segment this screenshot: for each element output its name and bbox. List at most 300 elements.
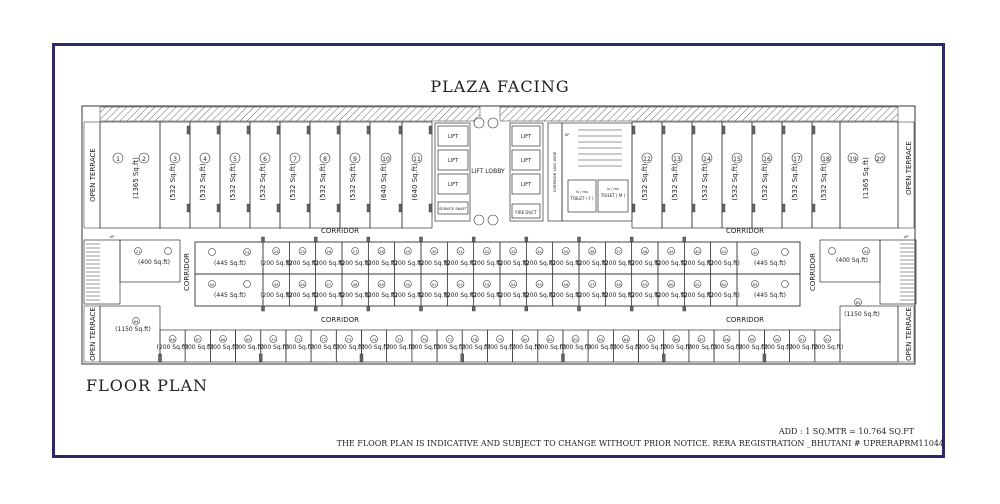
column <box>429 204 432 212</box>
lift-label: LIFT <box>447 158 459 164</box>
unit-area: (200 Sq.ft) <box>257 344 290 351</box>
unit-number: 87 <box>699 338 704 342</box>
column <box>752 204 755 212</box>
column <box>632 204 635 212</box>
unit-area: (200 Sq.ft) <box>628 260 661 267</box>
unit-number: 66 <box>170 338 175 342</box>
column <box>472 306 475 311</box>
unit-number: 72 <box>321 338 326 342</box>
column <box>683 237 686 242</box>
unit-small-room <box>289 274 315 306</box>
unit-area: (1150 Sq.ft) <box>844 311 880 318</box>
unit-area: (200 Sq.ft) <box>260 260 293 267</box>
unit-area: (200 Sq.ft) <box>312 292 345 299</box>
unit-number: 11 <box>413 156 421 163</box>
unit-number: 12 <box>643 156 651 163</box>
unit-small-room <box>711 242 737 274</box>
unit-area: (640 Sq.ft) <box>380 163 388 201</box>
unit-area: (200 Sq.ft) <box>339 292 372 299</box>
column <box>314 306 317 311</box>
unit-number: 65 <box>855 301 861 305</box>
unit-number: 91 <box>799 338 805 342</box>
unit-area: (532 Sq.ft) <box>229 163 237 201</box>
unit-small-room <box>632 274 658 306</box>
unit-number: 21 <box>135 250 141 254</box>
unit-small-room <box>316 274 342 306</box>
column <box>367 237 370 242</box>
unit-area: (200 Sq.ft) <box>312 260 345 267</box>
unit-area: (200 Sq.ft) <box>549 292 582 299</box>
column <box>217 204 220 212</box>
unit-number: 6 <box>263 156 267 163</box>
unit-number: 36 <box>589 250 595 254</box>
column <box>722 204 725 212</box>
unit-number-badge <box>165 248 172 255</box>
unit-number: 89 <box>749 338 755 342</box>
unit-area: (200 Sq.ft) <box>286 292 319 299</box>
unit-area: (445 Sq.ft) <box>214 260 246 267</box>
unit-number: 47 <box>326 283 332 287</box>
unit-small-room <box>421 242 447 274</box>
unit-number: 58 <box>616 283 621 287</box>
unit-area: (200 Sq.ft) <box>484 344 516 351</box>
unit-area: (532 Sq.ft) <box>820 163 828 201</box>
column <box>277 204 280 212</box>
unit-area: (532 Sq.ft) <box>289 163 297 201</box>
unit-number: 75 <box>396 338 402 342</box>
unit-small-room <box>368 242 394 274</box>
unit-number-badge <box>782 281 789 288</box>
unit-number: 84 <box>623 338 629 342</box>
unit-number: 8 <box>323 156 327 163</box>
unit-number: 79 <box>497 338 503 342</box>
unit-number: 62 <box>721 283 727 287</box>
unit-small-room <box>579 242 605 274</box>
unit-number: 44 <box>209 283 215 287</box>
unit-area: (200 Sq.ft) <box>339 260 372 267</box>
unit-small-room <box>395 242 421 274</box>
unit-area: (200 Sq.ft) <box>681 260 714 267</box>
unit-big-room <box>195 274 263 306</box>
unit-number: 25 <box>300 250 305 254</box>
unit-area: (200 Sq.ft) <box>707 292 740 299</box>
unit-number: 81 <box>548 338 553 342</box>
unit-number: 30 <box>431 250 437 254</box>
unit-area: (200 Sq.ft) <box>735 344 768 351</box>
unit-small-room <box>368 274 394 306</box>
unit-area: (1365 Sq.ft) <box>132 157 140 199</box>
unit-area: (200 Sq.ft) <box>418 260 451 267</box>
column <box>262 237 265 242</box>
unit-number: 2 <box>142 156 146 163</box>
unit-area: (640 Sq.ft) <box>411 163 419 201</box>
unit-area: (200 Sq.ft) <box>523 260 556 267</box>
unit-area: (200 Sq.ft) <box>660 344 693 351</box>
unit-number-badge <box>829 248 836 255</box>
unit-area: (200 Sq.ft) <box>282 344 315 351</box>
unit-number: 50 <box>405 283 411 287</box>
column <box>630 306 633 311</box>
unit-area: (200 Sq.ft) <box>497 292 530 299</box>
unit-number: 23 <box>244 251 250 255</box>
unit-number: 92 <box>825 338 830 342</box>
unit-small-room <box>289 242 315 274</box>
floor-plan-label: FLOOR PLAN <box>86 376 209 395</box>
unit-number: 73 <box>346 338 352 342</box>
unit-number: 31 <box>458 250 463 254</box>
duct-circle <box>474 215 484 225</box>
open-terrace-label: OPEN TERRACE <box>905 141 913 195</box>
unit-number: 88 <box>724 338 729 342</box>
unit-area: (200 Sq.ft) <box>365 260 398 267</box>
unit-area: (400 Sq.ft) <box>836 257 868 264</box>
unit-small-room <box>579 274 605 306</box>
unit-area: (532 Sq.ft) <box>169 163 177 201</box>
unit-small-room <box>711 274 737 306</box>
unit-area: (200 Sq.ft) <box>534 344 567 351</box>
unit-number-badge <box>782 249 789 256</box>
unit-number: 56 <box>563 283 569 287</box>
column <box>247 126 250 134</box>
unit-number-badge <box>209 249 216 256</box>
unit-number: 19 <box>849 156 857 163</box>
column <box>782 204 785 212</box>
unit-number: 38 <box>642 250 648 254</box>
unit-number: 43 <box>863 250 869 254</box>
unit-area: (200 Sq.ft) <box>497 260 530 267</box>
column <box>578 306 581 311</box>
unit-number: 45 <box>273 283 279 287</box>
unit-number: 26 <box>326 250 332 254</box>
unit-number: 57 <box>589 283 595 287</box>
column <box>367 306 370 311</box>
unit-number: 33 <box>510 250 516 254</box>
column <box>683 306 686 311</box>
unit-number: 14 <box>703 156 711 163</box>
unit-small-room <box>474 274 500 306</box>
lift-label: LIFT <box>447 182 459 188</box>
unit-area: (200 Sq.ft) <box>391 292 424 299</box>
fire-duct-label: FIRE DUCT <box>515 210 537 215</box>
column <box>217 126 220 134</box>
column <box>367 126 370 134</box>
unit-area: (200 Sq.ft) <box>332 344 365 351</box>
conversion-note: ADD : 1 SQ.MTR = 10.764 SQ.FT <box>778 427 914 436</box>
open-terrace-label: OPEN TERRACE <box>89 148 97 202</box>
unit-area: (200 Sq.ft) <box>383 344 416 351</box>
unit-small-room <box>500 242 526 274</box>
stair-up-label: UP <box>564 133 570 137</box>
unit-area: (200 Sq.ft) <box>655 292 688 299</box>
unit-number: 1 <box>116 156 120 163</box>
unit-number: 24 <box>273 250 279 254</box>
open-terrace-label: OPEN TERRACE <box>89 307 97 361</box>
toilet-sub-label: ls / ms <box>576 190 588 194</box>
unit-area: (532 Sq.ft) <box>761 163 769 201</box>
unit-number: 7 <box>293 156 297 163</box>
unit-area: (200 Sq.ft) <box>707 260 740 267</box>
unit-area: (532 Sq.ft) <box>259 163 267 201</box>
column <box>337 204 340 212</box>
unit-number: 20 <box>876 156 884 163</box>
unit-bottom-corner-room <box>100 306 160 362</box>
unit-area: (200 Sq.ft) <box>206 344 239 351</box>
unit-small-room <box>605 274 631 306</box>
column <box>399 126 402 134</box>
unit-area: (200 Sq.ft) <box>761 344 794 351</box>
column <box>247 204 250 212</box>
unit-area: (532 Sq.ft) <box>199 163 207 201</box>
unit-number: 37 <box>616 250 621 254</box>
unit-area: (200 Sq.ft) <box>156 344 189 351</box>
unit-area: (532 Sq.ft) <box>641 163 649 201</box>
unit-small-room <box>684 242 710 274</box>
column <box>399 204 402 212</box>
lift-lobby-label: LIFT LOBBY <box>471 168 505 175</box>
unit-area: (532 Sq.ft) <box>731 163 739 201</box>
unit-number: 74 <box>371 338 377 342</box>
column <box>367 204 370 212</box>
column <box>662 204 665 212</box>
disclaimer-note: THE FLOOR PLAN IS INDICATIVE AND SUBJECT TO CHANGE WITHOUT PRIOR NOTICE. RERA REGISTRATION _BHUTANI # UPRERAPRM11044 <box>336 439 944 448</box>
unit-small-room <box>342 274 368 306</box>
column <box>578 237 581 242</box>
unit-small-room <box>605 242 631 274</box>
column <box>525 237 528 242</box>
unit-area: (532 Sq.ft) <box>671 163 679 201</box>
unit-area: (200 Sq.ft) <box>408 344 441 351</box>
unit-area: (200 Sq.ft) <box>260 292 293 299</box>
unit-number: 86 <box>674 338 679 342</box>
column <box>763 354 766 362</box>
unit-number: 53 <box>484 283 490 287</box>
unit-number: 90 <box>774 338 780 342</box>
stair-up-label: UP <box>109 235 115 239</box>
unit-number: 40 <box>695 250 700 254</box>
unit-big-room <box>737 242 800 274</box>
lift-label: LIFT <box>520 182 532 188</box>
unit-number: 3 <box>173 156 177 163</box>
unit-area: (200 Sq.ft) <box>576 292 609 299</box>
duct-circle <box>474 118 484 128</box>
unit-number: 49 <box>379 283 384 287</box>
column <box>307 204 310 212</box>
column <box>337 126 340 134</box>
unit-number: 42 <box>752 251 758 255</box>
unit-number: 71 <box>296 338 301 342</box>
column <box>692 126 695 134</box>
unit-area: (200 Sq.ft) <box>470 260 503 267</box>
unit-number: 13 <box>673 156 681 163</box>
lift-label: LIFT <box>520 158 532 164</box>
column <box>782 126 785 134</box>
unit-area: (200 Sq.ft) <box>444 292 477 299</box>
unit-area: (200 Sq.ft) <box>232 344 265 351</box>
page-title: PLAZA FACING <box>430 77 570 96</box>
unit-small-room <box>526 274 552 306</box>
corridor-label: CORRIDOR <box>321 227 359 235</box>
unit-area: (200 Sq.ft) <box>685 344 718 351</box>
unit-small-room <box>684 274 710 306</box>
unit-number: 35 <box>563 250 569 254</box>
toilet-block <box>562 123 632 221</box>
unit-1-2-room <box>100 122 160 228</box>
column <box>812 204 815 212</box>
unit-number: 77 <box>447 338 452 342</box>
unit-area: (200 Sq.ft) <box>358 344 391 351</box>
toilet-m-label: TOILET ( M ) <box>600 193 626 198</box>
unit-area: (200 Sq.ft) <box>307 344 340 351</box>
column <box>461 354 464 362</box>
unit-number: 51 <box>431 283 437 287</box>
unit-area: (200 Sq.ft) <box>602 260 635 267</box>
unit-number: 9 <box>353 156 357 163</box>
unit-number: 29 <box>405 250 411 254</box>
toilet-sub-label: ls / ms <box>607 187 619 191</box>
column <box>360 354 363 362</box>
unit-big-room <box>737 274 800 306</box>
unit-small-room <box>474 242 500 274</box>
unit-number: 78 <box>472 338 478 342</box>
column <box>429 126 432 134</box>
unit-area: (200 Sq.ft) <box>602 292 635 299</box>
unit-number: 10 <box>382 156 390 163</box>
unit-area: (200 Sq.ft) <box>418 292 451 299</box>
column <box>259 354 262 362</box>
unit-number: 4 <box>203 156 207 163</box>
column <box>525 306 528 311</box>
unit-area: (445 Sq.ft) <box>754 260 786 267</box>
corridor-label: CORRIDOR <box>726 227 764 235</box>
unit-number: 83 <box>598 338 604 342</box>
unit-area: (532 Sq.ft) <box>701 163 709 201</box>
unit-small-room <box>263 242 289 274</box>
unit-area: (200 Sq.ft) <box>710 344 743 351</box>
unit-area: (200 Sq.ft) <box>458 344 491 351</box>
duct-circle <box>488 215 498 225</box>
unit-area: (200 Sq.ft) <box>609 344 642 351</box>
unit-number: 69 <box>245 338 251 342</box>
lift-label: LIFT <box>520 134 532 140</box>
unit-small-room <box>500 274 526 306</box>
building-outline <box>82 106 915 364</box>
unit-area: (200 Sq.ft) <box>559 344 592 351</box>
unit-number: 60 <box>668 283 674 287</box>
unit-area: (1150 Sq.ft) <box>115 326 151 333</box>
unit-area: (200 Sq.ft) <box>549 260 582 267</box>
unit-area: (200 Sq.ft) <box>286 260 319 267</box>
column <box>307 126 310 134</box>
unit-area: (200 Sq.ft) <box>391 260 424 267</box>
unit-number: 46 <box>300 283 305 287</box>
corridor-label: CORRIDOR <box>726 316 764 324</box>
facade-hatch-left <box>100 107 480 121</box>
column <box>561 354 564 362</box>
column <box>630 237 633 242</box>
column <box>262 306 265 311</box>
column <box>662 126 665 134</box>
unit-area: (200 Sq.ft) <box>444 260 477 267</box>
unit-area: (445 Sq.ft) <box>754 292 786 299</box>
unit-number: 32 <box>484 250 490 254</box>
unit-area: (200 Sq.ft) <box>523 292 556 299</box>
unit-number: 55 <box>537 283 542 287</box>
unit-area: (532 Sq.ft) <box>319 163 327 201</box>
unit-number: 5 <box>233 156 237 163</box>
column <box>187 126 190 134</box>
unit-number: 28 <box>379 250 384 254</box>
column <box>722 126 725 134</box>
column <box>159 354 162 362</box>
column <box>472 237 475 242</box>
column <box>752 126 755 134</box>
unit-small-room <box>553 274 579 306</box>
unit-area: (200 Sq.ft) <box>628 292 661 299</box>
column <box>420 237 423 242</box>
unit-number: 39 <box>668 250 674 254</box>
unit-small-room <box>263 274 289 306</box>
unit-number: 41 <box>721 250 727 254</box>
unit-area: (200 Sq.ft) <box>433 344 466 351</box>
corridor-label: CORRIDOR <box>183 253 191 291</box>
unit-area: (1365 Sq.ft) <box>862 157 870 199</box>
corridor-label: CORRIDOR <box>809 253 817 291</box>
unit-number: 68 <box>220 338 226 342</box>
unit-number: 17 <box>793 156 801 163</box>
unit-small-room <box>658 274 684 306</box>
unit-number: 18 <box>822 156 830 163</box>
unit-number: 59 <box>642 283 648 287</box>
unit-small-room <box>447 242 473 274</box>
unit-area: (200 Sq.ft) <box>811 344 844 351</box>
unit-number: 70 <box>271 338 276 342</box>
unit-area: (400 Sq.ft) <box>138 259 170 266</box>
unit-number: 67 <box>195 338 201 342</box>
duct-circle <box>488 118 498 128</box>
column <box>277 126 280 134</box>
unit-number: 64 <box>133 320 139 324</box>
unit-area: (200 Sq.ft) <box>181 344 214 351</box>
service-shaft-label: SERVICE SHAFT <box>439 207 467 211</box>
unit-area: (200 Sq.ft) <box>681 292 714 299</box>
unit-small-room <box>421 274 447 306</box>
unit-area: (200 Sq.ft) <box>786 344 819 351</box>
stair-up-label: UP <box>903 235 909 239</box>
column <box>692 204 695 212</box>
unit-number: 52 <box>458 283 463 287</box>
unit-area: (200 Sq.ft) <box>470 292 503 299</box>
corridor-label: CORRIDOR <box>321 316 359 324</box>
unit-small-room <box>553 242 579 274</box>
facade-hatch-right <box>500 107 898 121</box>
open-terrace-label: OPEN TERRACE <box>905 307 913 361</box>
unit-area: (532 Sq.ft) <box>349 163 357 201</box>
column <box>187 204 190 212</box>
unit-small-room <box>316 242 342 274</box>
unit-small-room <box>526 242 552 274</box>
unit-small-room <box>632 242 658 274</box>
unit-number: 16 <box>763 156 771 163</box>
unit-area: (200 Sq.ft) <box>655 260 688 267</box>
unit-big-room <box>195 242 263 274</box>
unit-number: 82 <box>573 338 578 342</box>
unit-area: (200 Sq.ft) <box>509 344 542 351</box>
wide-corridor-label: CORRIDOR 1800 WIDE <box>553 151 557 193</box>
toilet-f-label: TOILET ( F ) <box>570 196 594 201</box>
unit-number: 61 <box>695 283 700 287</box>
unit-number: 27 <box>352 250 358 254</box>
unit-small-room <box>342 242 368 274</box>
